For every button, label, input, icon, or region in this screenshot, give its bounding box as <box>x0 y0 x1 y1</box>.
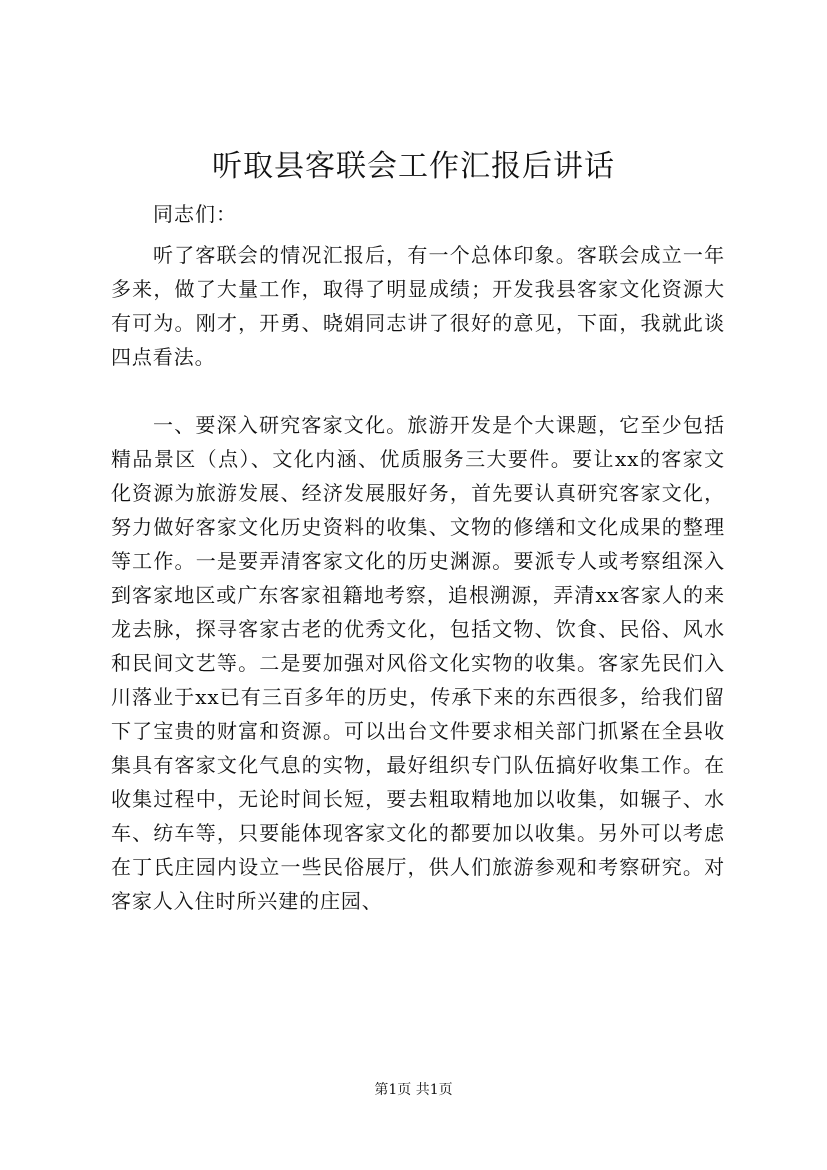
paragraph-intro: 听了客联会的情况汇报后，有一个总体印象。客联会成立一年多来，做了大量工作，取得了明显成绩；开发我县客家文化资源大有可为。刚才，开勇、晓娟同志讲了很好的意见，下面，我就此谈四点看法。 <box>111 243 725 369</box>
document-title: 听取县客联会工作汇报后讲话 <box>212 149 615 184</box>
paragraph-point-one: 一、要深入研究客家文化。旅游开发是个大课题，它至少包括精品景区（点）、文化内涵、优质服务三大要件。要让xx的客家文化资源为旅游发展、经济发展服好务，首先要认真研究客家文化，努力做好客家文化历史资料的收集、文物的修缮和文化成果的整理等工作。一是要弄清客家文化的历史渊源。要派专人或考察组深入到客家地区或广东客家祖籍地考察，追根溯源，弄清xx客家人的来龙去脉，探寻客家古老的优秀文化，包括文物、饮食、民俗、风水和民间文艺等。二是要加强对风俗文化实物的收集。客家先民们入川落业于xx已有三百多年的历史，传承下来的东西很多，给我们留下了宝贵的财富和资源。可以出台文件要求相关部门抓紧在全县收集具有客家文化气息的实物，最好组织专门队伍搞好收集工作。在收集过程中，无论时间长短，要去粗取精地加以收集，如辗子、水车、纺车等，只要能体现客家文化的都要加以收集。另外可以考虑在丁氏庄园内设立一些民俗展厅，供人们旅游参观和考察研究。对客家人入住时所兴建的庄园、 <box>111 413 725 913</box>
greeting: 同志们： <box>153 202 237 226</box>
page-footer: 第1页 共1页 <box>374 1082 453 1098</box>
